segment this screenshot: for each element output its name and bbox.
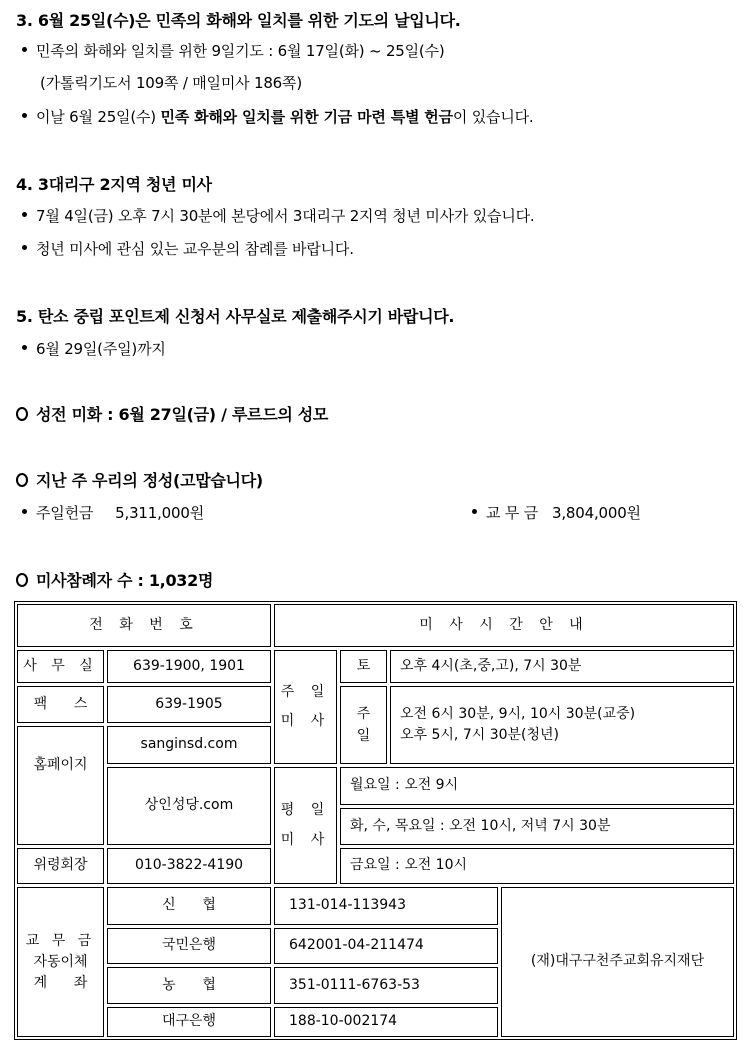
homepage-link-1[interactable]: sanginsd.com [107, 726, 271, 764]
sunday-value-line2: 오후 5시, 7시 30분(청년) [400, 727, 560, 743]
sunday-value-line1: 오전 6시 30분, 9시, 10시 30분(교중) [400, 706, 636, 722]
weekday-mass-label-line2: 미 사 [280, 831, 331, 848]
bullet-icon [22, 345, 27, 350]
phone-header: 전 화 번 호 [17, 604, 271, 647]
offering-church-amount: 3,804,000원 [552, 504, 641, 522]
bank-account: 188-10-002174 [274, 1007, 498, 1037]
saturday-label: 토 [340, 650, 387, 683]
section5-bullet1 [22, 338, 166, 359]
weekday-mass-label-line1: 평 일 [280, 802, 331, 819]
offering-sunday-label: 주일헌금 [36, 504, 94, 522]
homepage-label-text: 홈페이지 [33, 756, 88, 773]
bank-account: 642001-04-211474 [274, 928, 498, 964]
sunday-label-line1: 주 [356, 705, 371, 722]
offering-church [472, 502, 641, 523]
transfer-label-line3: 계 좌 [33, 974, 88, 991]
offering-sunday-amount: 5,311,000원 [115, 504, 205, 522]
sunday-label-line2: 일 [356, 728, 371, 744]
offering-sunday [22, 502, 204, 523]
bullet-text: 청년 미사에 관심 있는 교우분의 참례를 바랍니다. [36, 240, 354, 258]
sunday-mass-label [274, 650, 337, 764]
bullet-text: 6월 29일(주일)까지 [36, 340, 166, 358]
bank-name: 대구은행 [107, 1007, 271, 1037]
section4-bullet1 [22, 205, 535, 226]
offering-church-label: 교 무 금 [486, 504, 539, 522]
circle-icon [16, 407, 28, 421]
bullet-icon [472, 509, 477, 514]
fax-value: 639-1905 [107, 686, 271, 723]
offering-title-text: 지난 주 우리의 정성(고맙습니다) [36, 471, 263, 490]
attendance-line [16, 568, 213, 591]
bank-name: 농 협 [107, 967, 271, 1004]
bullet-icon [22, 509, 27, 514]
section4-title: 4. 3대리구 2지역 청년 미사 [16, 175, 212, 194]
section4-bullet2 [22, 238, 354, 259]
circle-icon [16, 573, 28, 587]
circle-icon [16, 473, 28, 487]
funeral-value: 010-3822-4190 [107, 848, 271, 884]
office-label: 사 무 실 [17, 650, 104, 683]
mass-header: 미 사 시 간 안 내 [274, 604, 734, 647]
bank-account: 351-0111-6763-53 [274, 967, 498, 1004]
homepage-label [17, 726, 104, 845]
section3-title: 3. 6월 25일(수)은 민족의 화해와 일치를 위한 기도의 날입니다. [16, 11, 461, 30]
bank-account: 131-014-113943 [274, 887, 498, 925]
transfer-label-line1: 교 무 금 [25, 932, 96, 949]
fax-label: 팩 스 [17, 686, 104, 723]
bank-name: 신 협 [107, 887, 271, 925]
bullet-text: 7월 4일(금) 오후 7시 30분에 본당에서 3대리구 2지역 청년 미사가 있습니다. [36, 207, 535, 225]
bullet-text: 이날 6월 25일(수) [36, 108, 161, 126]
monday-value: 월요일 : 오전 9시 [340, 767, 734, 805]
flower-line [16, 402, 328, 425]
section3-bullet2 [22, 106, 533, 127]
sunday-label [340, 686, 387, 764]
flower-text: 성전 미화 : 6월 27일(금) / 루르드의 성모 [36, 405, 329, 424]
bullet-icon [22, 245, 27, 250]
tue-thu-value: 화, 수, 목요일 : 오전 10시, 저녁 7시 30분 [340, 808, 734, 845]
homepage-link-2[interactable]: 상인성당.com [107, 767, 271, 845]
transfer-label-line2: 자동이체 [33, 953, 88, 970]
bullet-text-bold: 민족 화해와 일치를 위한 기금 마련 특별 헌금 [160, 108, 453, 126]
bullet-text: 민족의 화해와 일치를 위한 9일기도 : 6월 17일(화) ~ 25일(수) [36, 42, 445, 60]
funeral-label: 위령회장 [17, 848, 104, 884]
bullet-text: 이 있습니다. [452, 108, 534, 126]
attendance-text: 미사참례자 수 : 1,032명 [36, 571, 214, 590]
sunday-mass-label-line2: 미 사 [280, 713, 331, 729]
offering-title [16, 468, 263, 491]
bullet-icon [22, 47, 27, 52]
sunday-mass-label-line1: 주 일 [280, 683, 331, 700]
bullet-icon [22, 113, 27, 118]
section3-bullet1 [22, 40, 445, 61]
friday-value: 금요일 : 오전 10시 [340, 848, 734, 884]
bank-name: 국민은행 [107, 928, 271, 964]
foundation-name: (재)대구구천주교회유지재단 [501, 887, 734, 1037]
bullet-icon [22, 212, 27, 217]
weekday-mass-label [274, 767, 337, 884]
section3-bullet1-cont: (가톨릭기도서 109쪽 / 매일미사 186쪽) [40, 74, 302, 92]
saturday-value: 오후 4시(초,중,고), 7시 30분 [390, 650, 734, 683]
section5-title: 5. 탄소 중립 포인트제 신청서 사무실로 제출해주시기 바랍니다. [16, 307, 455, 326]
transfer-label [17, 887, 104, 1037]
sunday-value [390, 686, 734, 764]
office-value: 639-1900, 1901 [107, 650, 271, 683]
